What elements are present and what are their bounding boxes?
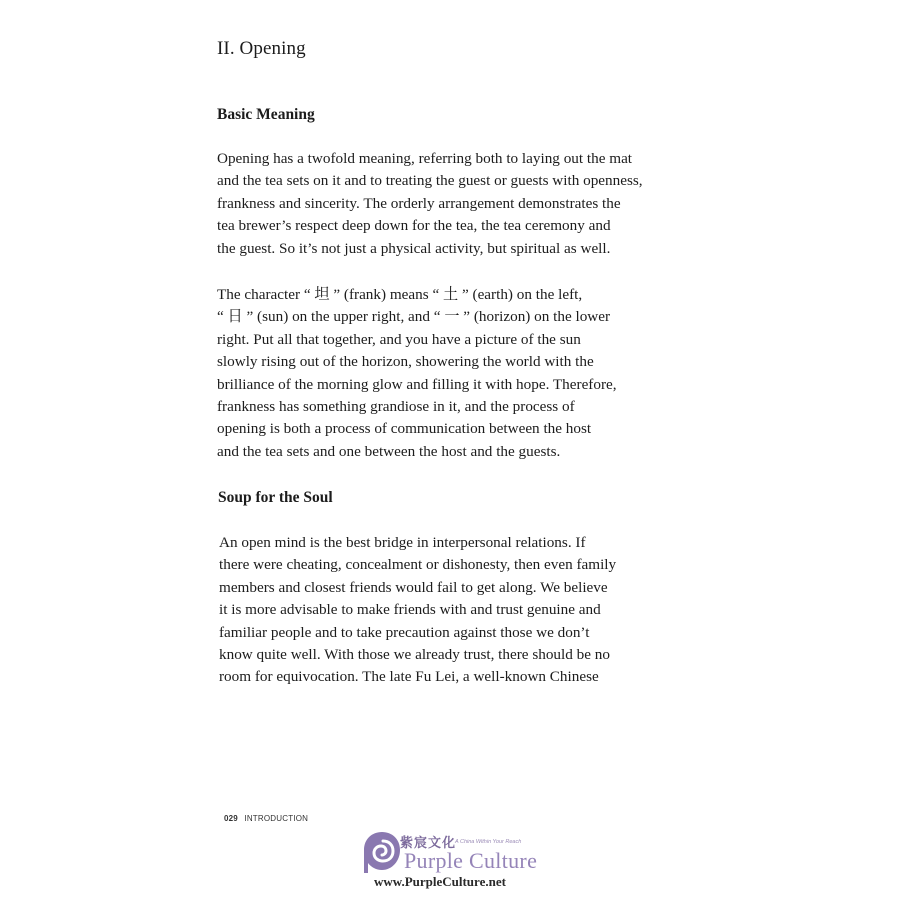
- basic-meaning-heading: Basic Meaning: [217, 106, 315, 123]
- text-line: know quite well. With those we already trust, there should be no: [219, 646, 610, 664]
- text-line: members and closest friends would fail to get along. We believe: [219, 578, 608, 596]
- text-line: there were cheating, concealment or dishonesty, then even family: [219, 556, 617, 574]
- text-line: brilliance of the morning glow and filling it with hope. Therefore,: [217, 375, 617, 393]
- soup-for-soul-heading: Soup for the Soul: [218, 489, 333, 506]
- watermark-tagline: A China Within Your Reach: [455, 839, 522, 845]
- watermark-url: www.PurpleCulture.net: [374, 874, 506, 889]
- text-line: the guest. So it’s not just a physical activity, but spiritual as well.: [217, 239, 611, 257]
- text-line: “ 日 ” (sun) on the upper right, and “ 一 ” (horizon) on the lower: [217, 308, 611, 326]
- text-line: room for equivocation. The late Fu Lei, a well-known Chinese: [219, 668, 599, 686]
- text-line: and the tea sets and one between the host and the guests.: [217, 442, 561, 460]
- basic-meaning-paragraph-1: [217, 148, 643, 260]
- page-footer: [224, 814, 308, 823]
- purple-culture-logo-icon: [362, 830, 402, 874]
- text-line: frankness and sincerity. The orderly arrangement demonstrates the: [217, 194, 621, 212]
- soup-for-soul-paragraph: [219, 532, 616, 689]
- text-line: right. Put all that together, and you have a picture of the sun: [217, 330, 581, 348]
- text-line: An open mind is the best bridge in interpersonal relations. If: [219, 534, 586, 551]
- text-line: The character “ 坦 ” (frank) means “ 土 ” (earth) on the left,: [217, 286, 583, 303]
- logo-shape: [364, 832, 400, 873]
- watermark-chinese: 紫宸文化: [400, 836, 457, 851]
- watermark-name: Purple Culture: [404, 848, 538, 873]
- text-line: tea brewer’s respect deep down for the tea, the tea ceremony and: [217, 217, 611, 235]
- text-line: frankness has something grandiose in it, and the process of: [217, 398, 575, 416]
- text-line: and the tea sets on it and to treating the guest or guests with openness,: [217, 172, 643, 190]
- text-line: opening is both a process of communication between the host: [217, 420, 592, 438]
- page-number: 029: [224, 814, 238, 823]
- basic-meaning-paragraph-2: [217, 284, 617, 463]
- text-line: familiar people and to take precaution against those we don’t: [219, 623, 590, 641]
- text-line: Opening has a twofold meaning, referring both to laying out the mat: [217, 150, 633, 167]
- watermark: [360, 828, 550, 892]
- text-line: slowly rising out of the horizon, showering the world with the: [217, 353, 594, 371]
- section-title: II. Opening: [217, 38, 306, 59]
- text-line: it is more advisable to make friends with and trust genuine and: [219, 601, 601, 619]
- running-head: INTRODUCTION: [244, 814, 309, 823]
